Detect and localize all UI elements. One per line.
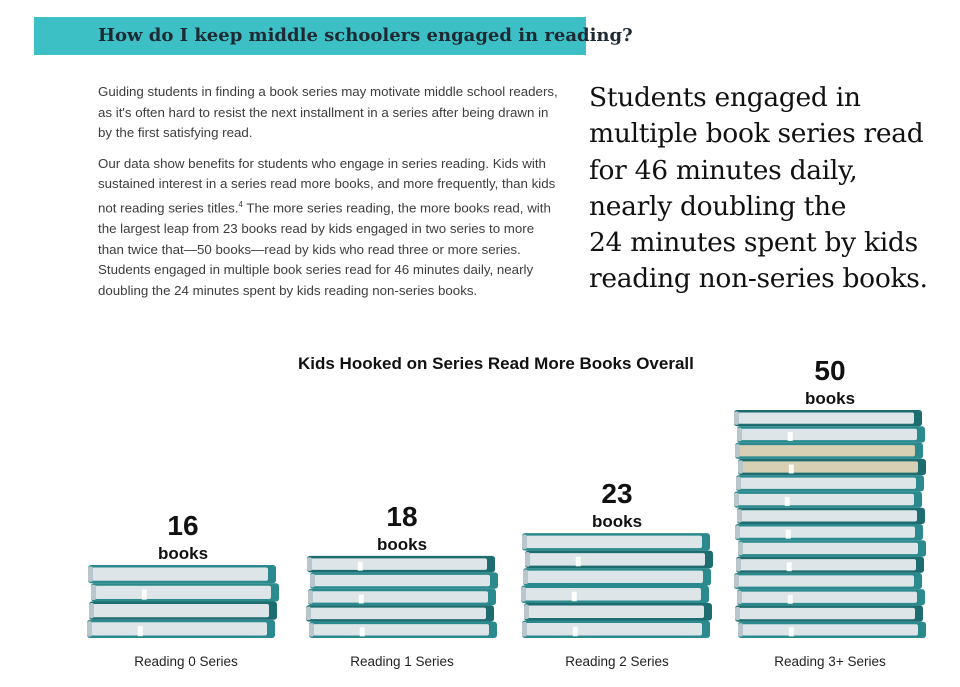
paragraph-2 (98, 154, 560, 302)
book-spine (734, 412, 739, 425)
value-unit-label: books (591, 512, 643, 532)
book-spine (524, 605, 529, 619)
book-spine (736, 477, 741, 490)
paragraph-2-part-2: The more series reading, the more books read, with the largest leap from 23 books read by kids engaged in two series to more than twice that—50 books—read by kids who read three or more series. Students engaged in multiple book series read for 46 minutes daily, nearly doubling the 24 minutes spent by kids reading non-series books. (98, 200, 551, 298)
category-label: Reading 0 Series (134, 654, 238, 669)
bar-book-stack (306, 556, 498, 638)
book-spine (522, 622, 527, 636)
book-spine (737, 591, 742, 604)
book (88, 565, 276, 583)
book-spine (738, 623, 743, 636)
book-pages (739, 608, 915, 619)
book-spine (735, 526, 740, 539)
book-pages (741, 510, 917, 521)
book-pages (525, 588, 701, 600)
book-spine (89, 603, 94, 618)
body-text (98, 82, 560, 311)
book (738, 622, 926, 638)
book (309, 622, 497, 638)
bar-book-stack (87, 565, 279, 638)
book-spine (738, 542, 743, 555)
book-spine (310, 574, 315, 587)
book-pages (93, 604, 269, 617)
pull-quote-line: nearly doubling the (589, 190, 847, 222)
bookmark-ribbon (138, 626, 143, 636)
book-spine (736, 558, 741, 571)
book-spine (734, 493, 739, 506)
book (89, 602, 277, 620)
book (91, 583, 279, 601)
bookmark-ribbon (788, 432, 793, 441)
book-spine (88, 567, 93, 582)
book (306, 605, 494, 621)
book-pages (311, 558, 487, 569)
value-unit-label: books (804, 389, 856, 408)
bookmark-ribbon (789, 465, 794, 474)
value-label: 23 (601, 478, 633, 510)
book-spine (307, 557, 312, 570)
book-pages (739, 527, 915, 538)
bookmark-ribbon (788, 595, 793, 604)
bookmark-ribbon (786, 530, 791, 539)
bookmark-ribbon (358, 562, 363, 571)
bookmark-ribbon (573, 627, 578, 637)
book-spine (306, 607, 311, 620)
book-spine (734, 574, 739, 587)
paragraph-2-part-1: Our data show benefits for students who engage in series reading. Kids with sustained interest in a series read more books, and more frequently, than kids not reading series titles. (98, 155, 556, 216)
book-spine (522, 535, 527, 549)
book (734, 573, 922, 589)
chart-title: Kids Hooked on Series Read More Books Overall (298, 354, 694, 373)
pull-quote-line: Students engaged in (589, 82, 861, 113)
book (525, 551, 713, 568)
book (737, 589, 925, 605)
book-pages (738, 575, 914, 586)
book-pages (739, 445, 915, 456)
book-pages (740, 559, 916, 570)
book-pages (92, 568, 268, 581)
book (734, 491, 922, 507)
footnote-ref: 4 (238, 199, 243, 209)
book (735, 605, 923, 621)
book (308, 589, 496, 605)
bookmark-ribbon (789, 627, 794, 636)
category-label: Reading 1 Series (350, 654, 454, 669)
value-label: 16 (167, 510, 199, 542)
book (736, 475, 924, 491)
value-unit-label: books (376, 534, 428, 554)
pull-quote (589, 80, 955, 298)
book (734, 410, 922, 426)
book-spine (523, 570, 528, 584)
paragraph-1: Guiding students in finding a book series may motivate middle school readers, as it's often hard to resist the next installment in a series after being drawn in by the first satisfying read. (98, 84, 558, 141)
pull-quote-line: multiple book series read (589, 118, 924, 150)
bookmark-ribbon (142, 590, 147, 600)
book-pages (742, 543, 918, 554)
book (735, 524, 923, 540)
book-pages (314, 575, 490, 586)
category-label: Reading 2 Series (565, 654, 669, 669)
value-label: 18 (386, 500, 418, 532)
category-label: Reading 3+ Series (774, 654, 886, 669)
book-pages (738, 494, 914, 505)
book-spine (735, 607, 740, 620)
book-spine (91, 585, 96, 600)
book (738, 540, 926, 556)
book-pages (738, 413, 914, 424)
book (735, 443, 923, 459)
book-pages (527, 571, 703, 583)
book-pages (741, 429, 917, 440)
book-spine (737, 428, 742, 441)
book (310, 572, 498, 588)
book (522, 533, 710, 550)
bookmark-ribbon (359, 594, 364, 603)
bookmark-ribbon (787, 562, 792, 571)
pull-quote-line: for 46 minutes daily, (589, 154, 858, 186)
pull-quote-line: reading non-series books. (589, 263, 928, 295)
book-spine (737, 509, 742, 522)
value-label: 50 (814, 355, 846, 386)
book-spine (308, 590, 313, 603)
book-pages (529, 553, 705, 565)
book (307, 556, 495, 572)
header-banner (34, 17, 633, 55)
book-pages (526, 536, 702, 548)
book (522, 621, 710, 638)
book (87, 620, 275, 638)
book-pages (310, 608, 486, 619)
book-spine (735, 444, 740, 457)
book-pages (91, 622, 267, 635)
book-pages (95, 586, 271, 599)
book-stack-chart (0, 340, 960, 687)
book (737, 508, 925, 524)
book (524, 603, 712, 620)
book-pages (741, 592, 917, 603)
book-pages (312, 591, 488, 602)
book-pages (528, 606, 704, 618)
bar-book-stack (734, 410, 926, 638)
book-pages (313, 624, 489, 635)
book-spine (521, 587, 526, 601)
book (521, 586, 709, 603)
value-unit-label: books (157, 544, 209, 564)
book-spine (525, 552, 530, 566)
bookmark-ribbon (572, 592, 577, 602)
book-spine (309, 623, 314, 636)
bar-book-stack (521, 533, 713, 638)
book (737, 426, 925, 442)
pull-quote-line: 24 minutes spent by kids (589, 227, 918, 259)
book-spine (738, 460, 743, 473)
book-pages (740, 478, 916, 489)
book (523, 568, 711, 585)
bookmark-ribbon (785, 497, 790, 506)
page-title: How do I keep middle schoolers engaged in reading? (98, 25, 633, 46)
book (736, 557, 924, 573)
book-pages (742, 624, 918, 635)
bookmark-ribbon (576, 557, 581, 567)
book-pages (742, 461, 918, 472)
bookmark-ribbon (360, 627, 365, 636)
book-spine (87, 621, 92, 636)
book (738, 459, 926, 475)
book-pages (526, 623, 702, 635)
